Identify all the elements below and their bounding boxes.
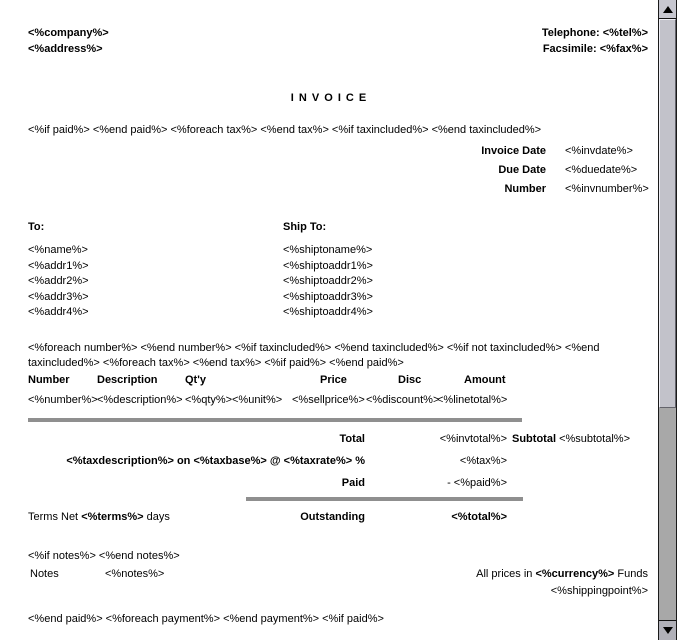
bill-to-addr1: <%addr1%> xyxy=(28,260,89,272)
template-markers-top: <%if paid%> <%end paid%> <%foreach tax%> <%end tax%> <%if taxincluded%> <%end taxincluded%> xyxy=(28,124,542,136)
ship-to-addr4: <%shiptoaddr4%> xyxy=(283,306,373,318)
scroll-down-button[interactable] xyxy=(659,620,676,640)
ship-to-addr2: <%shiptoaddr2%> xyxy=(283,275,373,287)
up-arrow-icon xyxy=(663,6,673,13)
col-header-price: Price xyxy=(320,374,347,386)
bill-to-addr3: <%addr3%> xyxy=(28,291,89,303)
template-markers-middle: <%foreach number%> <%end number%> <%if taxincluded%> <%end taxincluded%> <%if not taxincluded%> <%end taxincluded%> <%foreach tax%> <%end tax%> <%if paid%> <%end paid%> xyxy=(28,342,600,369)
cell-number: <%number%> xyxy=(28,394,98,406)
scroll-up-button[interactable] xyxy=(659,0,676,19)
invoice-title: I N V O I C E xyxy=(290,92,368,104)
vertical-scrollbar[interactable] xyxy=(658,0,677,640)
scrollbar-thumb[interactable] xyxy=(659,19,676,408)
address-placeholder: <%address%> xyxy=(28,43,103,55)
bill-to-name: <%name%> xyxy=(28,244,88,256)
shipping-point-value: <%shippingpoint%> xyxy=(550,585,648,597)
currency-value: <%currency%> xyxy=(535,568,615,580)
col-header-disc: Disc xyxy=(398,374,422,386)
bill-to-addr2: <%addr2%> xyxy=(28,275,89,287)
ship-to-addr3: <%shiptoaddr3%> xyxy=(283,291,373,303)
due-date-value: <%duedate%> xyxy=(565,164,638,176)
facsimile-value: <%fax%> xyxy=(599,43,648,55)
col-header-description: Description xyxy=(97,374,158,386)
tax-value: <%tax%> xyxy=(459,455,507,467)
paid-label: Paid xyxy=(341,477,365,489)
cell-description: <%description%> xyxy=(97,394,183,406)
cell-sellprice: <%sellprice%> xyxy=(292,394,365,406)
notes-value: <%notes%> xyxy=(105,568,165,580)
terms-line xyxy=(28,511,170,523)
ship-to-addr1: <%shiptoaddr1%> xyxy=(283,260,373,272)
total-value: <%invtotal%> xyxy=(439,433,507,445)
company-placeholder: <%company%> xyxy=(28,27,109,39)
subtotal-line xyxy=(512,433,630,445)
cell-qty: <%qty%> xyxy=(185,394,233,406)
facsimile-label: Facsimile: xyxy=(542,43,597,55)
cell-linetotal: <%linetotal%> xyxy=(437,394,508,406)
telephone-value: <%tel%> xyxy=(602,27,648,39)
totals-divider-rule xyxy=(28,418,522,422)
paid-value: - <%paid%> xyxy=(447,477,507,489)
subtotal-label: Subtotal xyxy=(512,433,556,445)
telephone-line xyxy=(542,27,648,39)
bill-to-addr4: <%addr4%> xyxy=(28,306,89,318)
bill-to-label: To: xyxy=(28,221,45,233)
subtotal-value: <%subtotal%> xyxy=(559,433,630,445)
invoice-number-label: Number xyxy=(504,183,546,195)
scrollbar-track[interactable] xyxy=(659,408,676,621)
telephone-label: Telephone: xyxy=(541,27,600,39)
invoice-number-value: <%invnumber%> xyxy=(565,183,649,195)
total-label: Total xyxy=(339,433,365,445)
down-arrow-icon xyxy=(663,627,673,634)
outstanding-divider-rule xyxy=(246,497,523,501)
outstanding-value: <%total%> xyxy=(451,511,507,523)
facsimile-line xyxy=(543,43,648,55)
invoice-date-value: <%invdate%> xyxy=(565,145,633,157)
currency-suffix: Funds xyxy=(617,568,648,580)
ship-to-label: Ship To: xyxy=(283,221,327,233)
currency-line xyxy=(476,568,648,580)
tax-description-line: <%taxdescription%> on <%taxbase%> @ <%taxrate%> % xyxy=(66,455,365,467)
cell-unit: <%unit%> xyxy=(232,394,283,406)
notes-label: Notes xyxy=(30,568,59,580)
col-header-qty: Qt'y xyxy=(185,374,206,386)
ship-to-name: <%shiptoname%> xyxy=(283,244,373,256)
col-header-number: Number xyxy=(28,374,70,386)
template-markers-footer: <%end paid%> <%foreach payment%> <%end payment%> <%if paid%> xyxy=(28,613,384,625)
template-markers-notes: <%if notes%> <%end notes%> xyxy=(28,550,180,562)
outstanding-label: Outstanding xyxy=(300,511,365,523)
terms-value: <%terms%> xyxy=(81,511,144,523)
terms-prefix: Terms Net xyxy=(28,511,79,523)
invoice-date-label: Invoice Date xyxy=(481,145,546,157)
due-date-label: Due Date xyxy=(498,164,546,176)
currency-prefix: All prices in xyxy=(476,568,533,580)
terms-suffix: days xyxy=(146,511,170,523)
cell-discount: <%discount%> xyxy=(366,394,440,406)
col-header-amount: Amount xyxy=(464,374,506,386)
